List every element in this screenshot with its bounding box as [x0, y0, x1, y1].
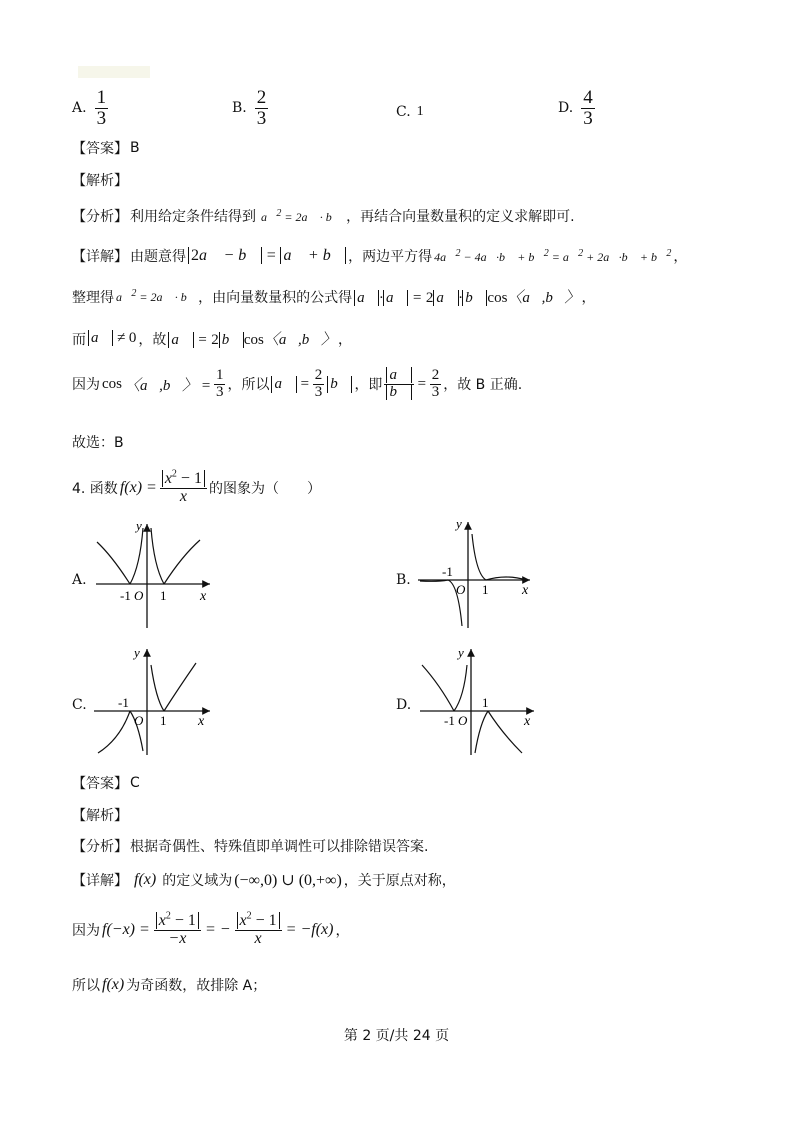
yinwei-text-4: ，故 B 正确.: [443, 377, 523, 394]
yinwei-text-2: ，所以: [227, 377, 270, 394]
q4-answer-value: C: [130, 775, 140, 791]
answer-tag: 【答案】: [72, 141, 128, 157]
option-a-fraction: $\frac{1}{3}$: [96, 87, 107, 129]
graph-b-svg: [416, 516, 566, 631]
q4-yinwei: [72, 912, 349, 948]
er-text-3: ，: [337, 331, 352, 348]
graph-a-one: 1: [160, 588, 167, 603]
q3-xiangjie: [72, 246, 687, 266]
q4-xiangjie-text-2: ，关于原点对称，: [343, 873, 456, 889]
graph-b-one: 1: [482, 582, 489, 597]
q4-fenxi-text: 根据奇偶性、特殊值即单调性可以排除错误答案.: [130, 839, 429, 855]
zhengli-text-3: ，: [581, 289, 596, 306]
q4-answer: [72, 773, 140, 793]
graph-d-neg1: -1: [444, 713, 455, 728]
graph-c-o: O: [134, 713, 144, 728]
q3-answer: [72, 138, 140, 158]
q4-domain: (−∞,0) ∪ (0,+∞): [234, 872, 342, 889]
q4-xiangjie-tag: 【详解】: [72, 873, 128, 889]
header-watermark: [78, 66, 150, 78]
q4-answer-tag: 【答案】: [72, 776, 128, 792]
graph-c-svg: [92, 643, 242, 758]
q4-xiangjie: [72, 870, 456, 890]
formula-magnitude: a⃗ = 2 b⃗ cos〈a⃗,b⃗〉: [168, 328, 336, 349]
q3-fenxi: [72, 206, 575, 226]
formula-abs-eq: 2a⃗ − b⃗ = a⃗ + b⃗: [188, 247, 346, 265]
formula-squared: 4a⃗$^2$ − 4a⃗·b⃗ + b⃗$^2$ = a⃗$^2$ + 2a⃗·b⃗ + b⃗$^2$: [434, 247, 672, 264]
xiangjie-tag: 【详解】: [72, 249, 128, 265]
option-d: [558, 88, 595, 129]
zhengli-text-1: 整理得: [72, 289, 114, 306]
q4-fenxi-tag: 【分析】: [72, 839, 128, 855]
graph-a-o: O: [134, 588, 144, 603]
q3-zhengli: [72, 286, 596, 307]
graph-b-o: O: [456, 582, 466, 597]
q4-stem-2: 的图象为（ ）: [208, 480, 321, 497]
option-b: [232, 88, 268, 129]
graph-b-y: y: [456, 516, 462, 531]
graph-c-label: C.: [72, 697, 87, 713]
graph-d-one: 1: [482, 695, 489, 710]
q4-fx: f(x): [130, 871, 161, 888]
q4-suoyi: [72, 975, 266, 995]
graph-a-x: x: [200, 589, 207, 604]
graph-a-y: y: [136, 518, 142, 533]
q4-stem-1: 4. 函数: [72, 480, 118, 497]
formula-zhengli: a⃗$^2$ = 2a⃗ · b⃗: [116, 288, 197, 304]
xiangjie-text-2: ，两边平方得: [348, 249, 433, 265]
option-d-label: D.: [558, 100, 574, 117]
option-c-value: 1: [416, 104, 424, 119]
graph-a-label: A.: [72, 572, 87, 588]
formula-ratio-1: a⃗ = $\frac{2}{3}$ b⃗: [271, 368, 352, 401]
q4-suoyi-text-2: 为奇函数，故排除 A；: [126, 978, 267, 994]
q4-yinwei-text-1: 因为: [72, 922, 100, 939]
q3-analysis-tag: 【解析】: [72, 173, 128, 189]
q3-er: [72, 328, 352, 349]
q4-fenxi: [72, 836, 428, 856]
graph-a-svg: [92, 516, 242, 631]
graph-d-svg: [416, 643, 566, 758]
xiangjie-text-3: ，: [673, 249, 688, 265]
graph-d-x: x: [524, 714, 531, 729]
q4-function: f(x) = $\frac{x^2 - 1}{x}$: [120, 470, 207, 506]
option-b-fraction: $\frac{2}{3}$: [256, 87, 267, 129]
option-a-label: A.: [72, 100, 87, 117]
q4-xiangjie-text-1: 的定义域为: [162, 873, 233, 889]
er-text-1: 而: [72, 331, 86, 348]
q4-odd-proof: f(−x) = $\frac{x^2 - 1}{-x}$ = − $\frac{x^2 - 1}{x}$ = −f(x): [102, 911, 334, 948]
fenxi-formula: a⃗$^2$ = 2a⃗ · b⃗: [258, 207, 345, 224]
formula-ratio-2: $\frac{a⃗}{b⃗}$ = $\frac{2}{3}$: [384, 368, 441, 401]
q4-stem: [72, 470, 321, 506]
graph-c-neg1: -1: [118, 695, 129, 710]
er-text-2: ，故: [138, 331, 167, 348]
option-b-label: B.: [232, 100, 247, 117]
graph-c-x: x: [198, 714, 205, 729]
graph-a-neg1: -1: [120, 588, 131, 603]
q3-yinwei: [72, 368, 522, 401]
graph-d-y: y: [458, 645, 464, 660]
formula-dot-product: a⃗ · a⃗ = 2 a⃗ · b⃗ cos〈a⃗,b⃗〉: [354, 286, 579, 307]
fenxi-text-2: ，再结合向量数量积的定义求解即可.: [346, 209, 575, 225]
graph-c-y: y: [134, 645, 140, 660]
fenxi-text-1: 利用给定条件结得到: [130, 209, 256, 225]
graph-c-one: 1: [160, 713, 167, 728]
graph-b-neg1: -1: [442, 564, 453, 579]
fenxi-tag: 【分析】: [72, 209, 128, 225]
graph-b-x: x: [522, 583, 529, 598]
q4-analysis-tag: 【解析】: [72, 808, 128, 824]
answer-value: B: [130, 140, 140, 156]
option-a: [72, 88, 108, 129]
yinwei-text-3: ，即: [354, 377, 383, 394]
yinwei-text-1: 因为: [72, 377, 100, 394]
q4-yinwei-text-2: ，: [335, 922, 350, 939]
q3-choose: 故选：B: [72, 435, 124, 451]
xiangjie-text-1: 由题意得: [130, 249, 186, 265]
zhengli-text-2: ，由向量数量积的公式得: [198, 289, 353, 306]
q4-suoyi-text-1: 所以: [72, 978, 100, 994]
page-footer: 第 2 页/共 24 页: [343, 1028, 450, 1044]
graph-b-label: B.: [396, 572, 411, 588]
graph-d-label: D.: [396, 697, 412, 713]
option-c: [396, 104, 424, 120]
option-c-label: C.: [396, 104, 411, 120]
formula-cos-value: cos 〈a⃗,b⃗〉 = $\frac{1}{3}$: [102, 367, 224, 400]
formula-nonzero: a⃗ ≠ 0: [88, 330, 136, 347]
graph-d-o: O: [458, 713, 468, 728]
option-d-fraction: $\frac{4}{3}$: [583, 87, 593, 129]
q4-fx-2: f(x): [102, 976, 125, 993]
